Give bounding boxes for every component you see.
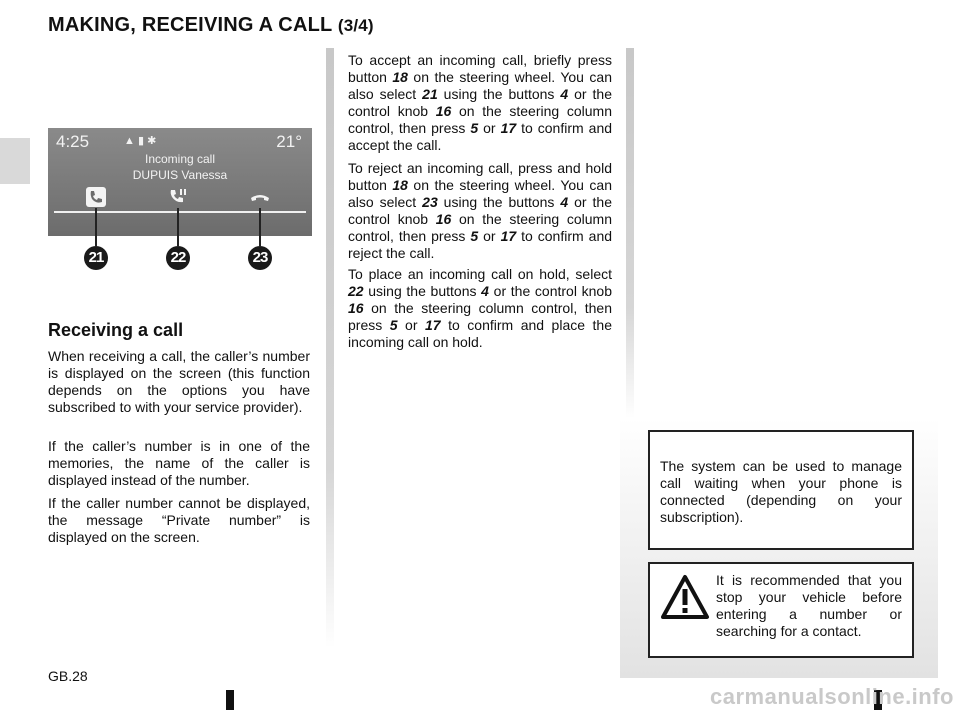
screen-time: 4:25 (56, 132, 90, 151)
paragraph-hold-call: To place an incoming call on hold, select 22 using the buttons 4 or the control knob 16 on the steering column control, then press 5 or 17 to confirm and place the incoming call on hold. (348, 266, 612, 350)
callout-23: 23 (248, 246, 272, 270)
title-part: (3/4) (337, 16, 374, 35)
warning-text: It is recommended that you stop your vehicle before entering a number or searching for a contact. (716, 572, 902, 639)
screen-separator (54, 211, 306, 213)
paragraph-reject-call: To reject an incoming call, press and hold button 18 on the steering wheel. You can also select 23 using the buttons 4 or the control knob 16 on the steering column control, then press 5 or 17 to confirm and reject the call. (348, 160, 613, 261)
callout-line-23 (259, 208, 261, 246)
paragraph-accept-call: To accept an incoming call, briefly press button 18 on the steering wheel. You can also select 21 using the buttons 4 or the control knob 16 on the steering column control, then press 5 or 17 to confirm and accept the call. (348, 52, 613, 153)
hold-call-icon[interactable] (166, 186, 190, 208)
note-text-call-waiting: The system can be used to manage call waiting when your phone is connected (depending on your subscription). (660, 458, 902, 525)
bluetooth-icon: ✱ (147, 135, 157, 147)
reject-call-icon[interactable] (248, 186, 272, 208)
paragraph-caller-memory: If the caller’s number is in one of the memories, the name of the caller is displayed instead of the number. (48, 438, 310, 488)
screen-status-icons (124, 134, 156, 147)
accept-call-icon[interactable] (84, 186, 108, 208)
incoming-call-label: Incoming call (144, 152, 216, 166)
incoming-call-screen (48, 128, 312, 236)
side-tab (0, 138, 30, 184)
screen-temperature: 21° (276, 132, 302, 151)
signal-icon: ▲ (124, 135, 135, 147)
caller-name: DUPUIS Vanessa (132, 168, 228, 182)
section-heading-receiving: Receiving a call (48, 320, 184, 340)
callout-22: 22 (166, 246, 190, 270)
note-box-call-waiting (648, 430, 914, 550)
paragraph-private-number: If the caller number cannot be displayed, the message “Private number” is displayed on the screen. (48, 495, 310, 545)
battery-icon: ▮ (137, 135, 145, 147)
page-title (48, 14, 374, 37)
warning-box (648, 562, 914, 658)
title-text: MAKING, RECEIVING A CALL (48, 14, 333, 36)
callout-line-22 (177, 208, 179, 246)
page-number: GB.28 (48, 668, 88, 684)
watermark: carmanualsonline.info (710, 684, 954, 709)
callout-line-21 (95, 208, 97, 246)
callout-21: 21 (84, 246, 108, 270)
column-divider-left (326, 48, 334, 648)
warning-triangle-icon (660, 574, 710, 620)
column-divider-right (626, 48, 634, 418)
crop-mark-left (226, 690, 234, 710)
paragraph-caller-number: When receiving a call, the caller’s number is displayed on the screen (this function depends on the options you have subscribed to with your service provider). (48, 348, 310, 415)
